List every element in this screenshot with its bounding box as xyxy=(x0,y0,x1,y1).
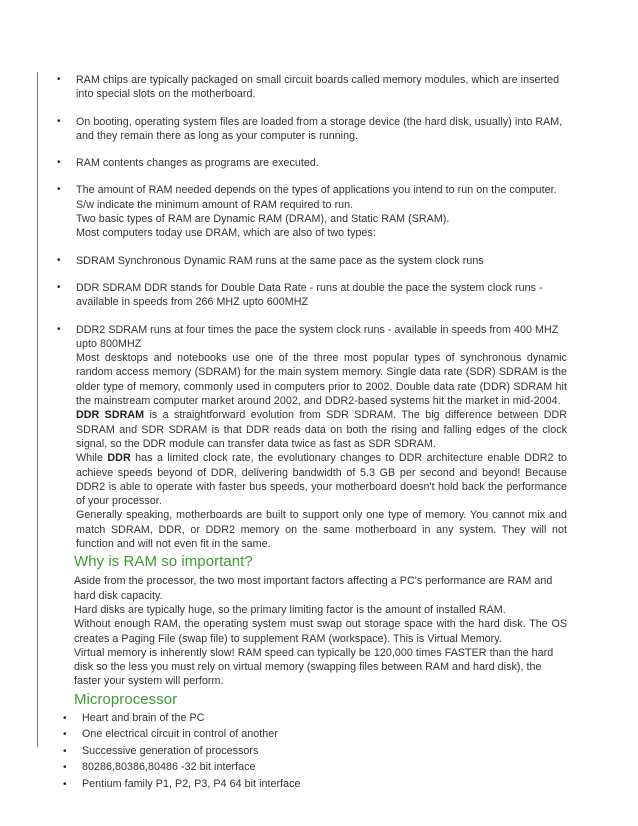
list-item xyxy=(57,156,567,170)
list-item-text: Most computers today use DRAM, which are also of two types: xyxy=(76,227,376,240)
list-item-text: • The amount of RAM needed depends on the types of applications you intend to run on the computer. S/w indicate the minimum amount of RAM required to run. xyxy=(76,184,557,211)
list-item xyxy=(57,115,567,144)
ddr-sdram-paragraph xyxy=(76,408,567,451)
ddr2-intro: • DDR2 SDRAM runs at four times the pace the system clock runs - available in speeds from 400 MHZ upto 800MHZ xyxy=(76,323,559,350)
ddr-sdram-term: DDR SDRAM xyxy=(76,409,145,422)
list-item: • One electrical circuit in control of another xyxy=(63,728,567,742)
ddr-clock-paragraph xyxy=(76,451,567,508)
list-item xyxy=(57,254,567,268)
ddr-clock-pre: While xyxy=(76,452,108,465)
list-item xyxy=(57,281,567,310)
list-item-text: • RAM chips are typically packaged on small circuit boards called memory modules, which are inserted into special slots on the motherboard. xyxy=(76,74,560,101)
list-item-text: • On booting, operating system files are loaded from a storage device (the hard disk, usually) into RAM, and they remain there as long as your computer is running. xyxy=(76,115,563,142)
why-ram-paragraph: Hard disks are typically huge, so the primary limiting factor is the amount of installed RAM. xyxy=(74,603,506,616)
why-ram-paragraph: Without enough RAM, the operating system must swap out storage space with the hard disk. The OS creates a Paging File (swap file) to supplement RAM (workspace). This is Virtual Memory. xyxy=(74,618,567,645)
ddr-term: DDR xyxy=(107,452,131,465)
list-item: • 80286,80386,80486 -32 bit interface xyxy=(63,761,567,775)
document-body xyxy=(57,73,567,794)
list-item: • Heart and brain of the PC xyxy=(63,712,567,726)
list-item xyxy=(57,183,567,240)
microprocessor-heading: Microprocessor xyxy=(74,690,178,708)
ddr-clock-text: has a limited clock rate, the evolutionary changes to DDR architecture enable DDR2 to achieve speeds beyond of DDR, delivering bandwidth of 5.3 GB per second and beyond! Because DDR2 is able to operate with faster bus speeds, your motherboard doesn't hold back the performance of your processor. xyxy=(76,452,567,508)
ram-bullet-list xyxy=(57,73,567,551)
list-item-text: Two basic types of RAM are Dynamic RAM (DRAM), and Static RAM (SRAM). xyxy=(76,213,450,226)
ddr2-paragraph: Most desktops and notebooks use one of the three most popular types of synchronous dynamic random access memory (SDRAM) for the main system memory. Single data rate (SDR) SDRAM is the older type of memory, commonly used in computers prior to 2002. Double data rate (DDR) SDRAM hit the mainstream computer market around 2002, and DDR2-based systems hit the market in mid-2004. xyxy=(76,352,567,408)
left-margin-rule xyxy=(37,72,38,747)
microprocessor-list xyxy=(57,712,567,792)
list-item: • Successive generation of processors xyxy=(63,745,567,759)
ddr-sdram-text: is a straightforward evolution from SDR SDRAM. The big difference between DDR SDRAM and SDR SDRAM is that DDR reads data on both the rising and falling edges of the clock signal, so the DDR module can transfer data twice as fast as SDR SDRAM. xyxy=(76,409,567,450)
list-item-text: • RAM contents changes as programs are executed. xyxy=(76,157,319,170)
why-ram-paragraph: Virtual memory is inherently slow! RAM speed can typically be 120,000 times FASTER than the hard disk so the less you must rely on virtual memory (swapping files between RAM and hard disk), the faster your system will perform. xyxy=(74,646,554,688)
list-item-text: • SDRAM Synchronous Dynamic RAM runs at the same pace as the system clock runs xyxy=(76,254,484,267)
motherboard-paragraph: Generally speaking, motherboards are built to support only one type of memory. You cannot mix and match SDRAM, DDR, or DDR2 memory on the same motherboard in any system. They will not function and will not even fit in the same. xyxy=(76,509,567,551)
why-ram-paragraph: Aside from the processor, the two most important factors affecting a PC's performance are RAM and hard disk capacity. xyxy=(74,575,553,602)
list-item-text: • DDR SDRAM DDR stands for Double Data Rate - runs at double the pace the system clock runs - available in speeds from 266 MHZ upto 600MHZ xyxy=(76,281,543,309)
list-item: • Pentium family P1, P2, P3, P4 64 bit interface xyxy=(63,778,567,792)
why-ram-heading: Why is RAM so important? xyxy=(74,553,253,571)
list-item-ddr2 xyxy=(57,323,567,552)
list-item xyxy=(57,73,567,102)
